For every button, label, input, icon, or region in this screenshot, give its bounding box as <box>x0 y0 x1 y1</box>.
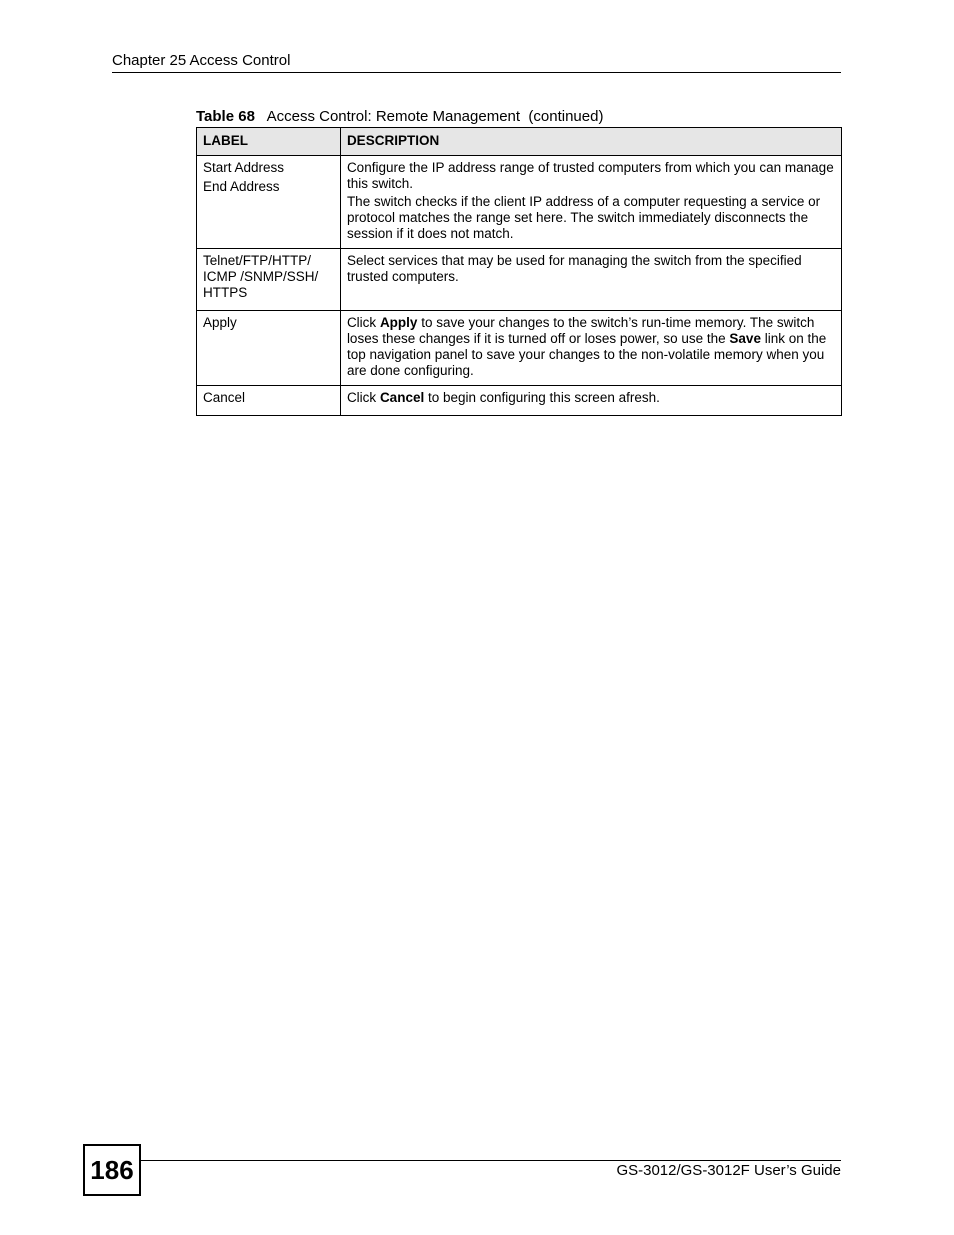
table-row <box>197 311 842 386</box>
description-paragraph <box>347 390 835 406</box>
table-caption <box>196 108 603 125</box>
bold-term-save: Save <box>729 331 761 346</box>
page-header <box>112 52 841 73</box>
description-paragraph: Select services that may be used for managing the switch from the specified trusted computers. <box>346 253 802 284</box>
label-end-address: End Address <box>203 179 280 194</box>
label-services: Telnet/FTP/HTTP/ ICMP /SNMP/SSH/ HTTPS <box>203 253 319 300</box>
column-header-description: DESCRIPTION <box>340 128 841 156</box>
label-start-address: Start Address <box>203 160 285 175</box>
row-label-cell <box>197 311 341 386</box>
text-run: link on the top navigation panel to save your changes to the non-volatile memory when you are done configuring. <box>346 331 827 378</box>
guide-title: GS-3012/GS-3012F User’s Guide <box>616 1162 841 1179</box>
row-label-cell <box>197 249 341 311</box>
row-description-cell <box>340 249 841 311</box>
bold-term-apply: Apply <box>379 315 418 330</box>
table-row <box>197 156 842 249</box>
label-apply: Apply <box>203 315 237 330</box>
table-row <box>197 386 842 416</box>
bold-term-cancel: Cancel <box>379 390 425 405</box>
row-description-cell <box>340 156 841 249</box>
row-description-cell <box>340 386 841 416</box>
text-run: Click <box>346 315 380 330</box>
footer-rule <box>140 1160 841 1161</box>
text-run: to begin configuring this screen afresh. <box>424 390 660 405</box>
table-title: Access Control: Remote Management (continued) <box>266 108 604 125</box>
description-paragraph: Configure the IP address range of trusted computers from which you can manage this switch. <box>346 160 834 191</box>
table-number: Table 68 <box>196 108 255 125</box>
remote-management-table <box>196 127 842 416</box>
table-row <box>197 249 842 311</box>
row-label-cell <box>197 386 341 416</box>
chapter-title: Chapter 25 Access Control <box>112 52 291 69</box>
text-run: Click <box>346 390 380 405</box>
text-run: to save your changes to the switch’s run-time memory. The switch loses these changes if it is turned off or loses power, so use the <box>346 315 815 346</box>
description-paragraph: The switch checks if the client IP address of a computer requesting a service or protocol matches the range set here. The switch immediately disconnects the session if it does not match. <box>346 194 821 241</box>
label-cancel: Cancel <box>203 390 246 405</box>
row-label-cell <box>197 156 341 249</box>
column-header-label: LABEL <box>197 128 341 156</box>
page-number: 186 <box>83 1144 141 1196</box>
row-description-cell <box>340 311 841 386</box>
table-header-row <box>197 128 842 156</box>
description-paragraph <box>347 315 835 379</box>
